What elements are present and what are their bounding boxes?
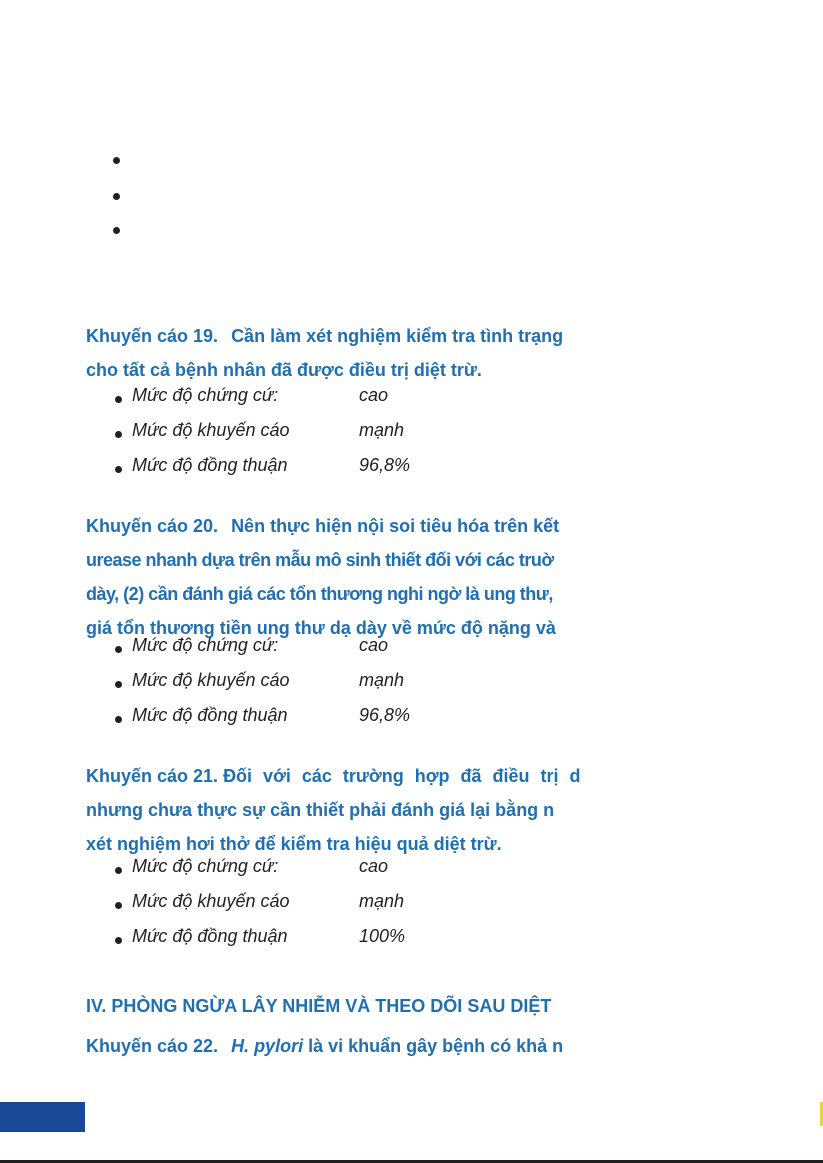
bullet-dot: [115, 396, 122, 403]
level-label: Mức độ khuyến cáo: [132, 670, 290, 690]
level-label: Mức độ chứng cứ:: [132, 385, 279, 405]
recommendation-19-text-1: Cần làm xét nghiệm kiểm tra tình trạng: [231, 326, 564, 346]
level-row: [0, 451, 823, 486]
bullet-dot: [115, 716, 122, 723]
recommendation-19-text-2: cho tất cả bệnh nhân đã được điều trị diệt trừ.: [86, 360, 482, 380]
level-row: [0, 922, 823, 957]
recommendation-20-text-1: Nên thực hiện nội soi tiêu hóa trên kết: [231, 516, 560, 536]
level-label: Mức độ khuyến cáo: [132, 420, 290, 440]
level-label: Mức độ chứng cứ:: [132, 856, 279, 876]
recommendation-21-levels: [0, 852, 823, 957]
level-value: cao: [359, 856, 389, 876]
bullet-dot: [115, 431, 122, 438]
recommendation-19-levels: [0, 381, 823, 486]
recommendation-20-text-2: urease nhanh dựa trên mẫu mô sinh thiết đối với các truờ: [86, 550, 554, 570]
bullet-dot-3: [113, 227, 120, 234]
level-value: cao: [359, 385, 389, 405]
bullet-dot-2: [113, 193, 120, 200]
level-value: 100%: [359, 926, 406, 946]
level-value: 96,8%: [359, 705, 411, 725]
level-row: [0, 701, 823, 736]
bullet-dot: [115, 867, 122, 874]
level-label: Mức độ khuyến cáo: [132, 891, 290, 911]
recommendation-21-label: Khuyến cáo 21.: [86, 766, 219, 786]
recommendation-21: [86, 759, 823, 861]
recommendation-19: [86, 319, 823, 387]
recommendation-20-text-3: dày, (2) cần đánh giá các tổn thương nghi ngờ là ung thư,: [86, 584, 553, 604]
bullet-dot: [115, 937, 122, 944]
recommendation-22-line-1: [86, 1029, 823, 1063]
recommendation-20: [86, 509, 823, 645]
recommendation-20-label: Khuyến cáo 20.: [86, 516, 219, 536]
level-value: mạnh: [359, 670, 405, 690]
level-value: 96,8%: [359, 455, 411, 475]
level-label: Mức độ chứng cứ:: [132, 635, 279, 655]
level-row: [0, 631, 823, 666]
bullet-dot: [115, 646, 122, 653]
level-row: [0, 416, 823, 451]
bullet-dot-1: [113, 157, 120, 164]
level-row: [0, 887, 823, 922]
bullet-dot: [115, 902, 122, 909]
level-value: mạnh: [359, 420, 405, 440]
level-label: Mức độ đồng thuận: [132, 455, 288, 475]
level-row: [0, 852, 823, 887]
recommendation-22-label: Khuyến cáo 22.: [86, 1036, 219, 1056]
footer-bar: [0, 1102, 85, 1132]
bullet-dot: [115, 466, 122, 473]
recommendation-22: [86, 1029, 823, 1063]
recommendation-19-label: Khuyến cáo 19.: [86, 326, 219, 346]
level-value: mạnh: [359, 891, 405, 911]
level-value: cao: [359, 635, 389, 655]
recommendation-21-text-1: Đối với các trường hợp đã điều trị d: [223, 766, 581, 786]
bullet-dot: [115, 681, 122, 688]
recommendation-20-levels: [0, 631, 823, 736]
recommendation-21-line-1: [86, 759, 601, 793]
section-heading: IV. PHÒNG NGỪA LÂY NHIỄM VÀ THEO DÕI SAU DIỆT: [86, 996, 552, 1016]
level-row: [0, 666, 823, 701]
recommendation-22-italic: H. pylori: [231, 1036, 304, 1056]
recommendation-20-text-4: giá tổn thương tiền ung thư dạ dày về mức độ nặng và: [86, 618, 556, 638]
level-row: [0, 381, 823, 416]
recommendation-21-text-2: nhưng chưa thực sự cần thiết phải đánh giá lại bằng n: [86, 800, 555, 820]
level-label: Mức độ đồng thuận: [132, 705, 288, 725]
recommendation-20-line-1: [86, 509, 823, 543]
recommendation-19-line-1: [86, 319, 823, 353]
level-label: Mức độ đồng thuận: [132, 926, 288, 946]
recommendation-22-text: là vi khuẩn gây bệnh có khả n: [308, 1036, 564, 1056]
recommendation-21-text-3: xét nghiệm hơi thở để kiểm tra hiệu quả diệt trừ.: [86, 834, 502, 854]
